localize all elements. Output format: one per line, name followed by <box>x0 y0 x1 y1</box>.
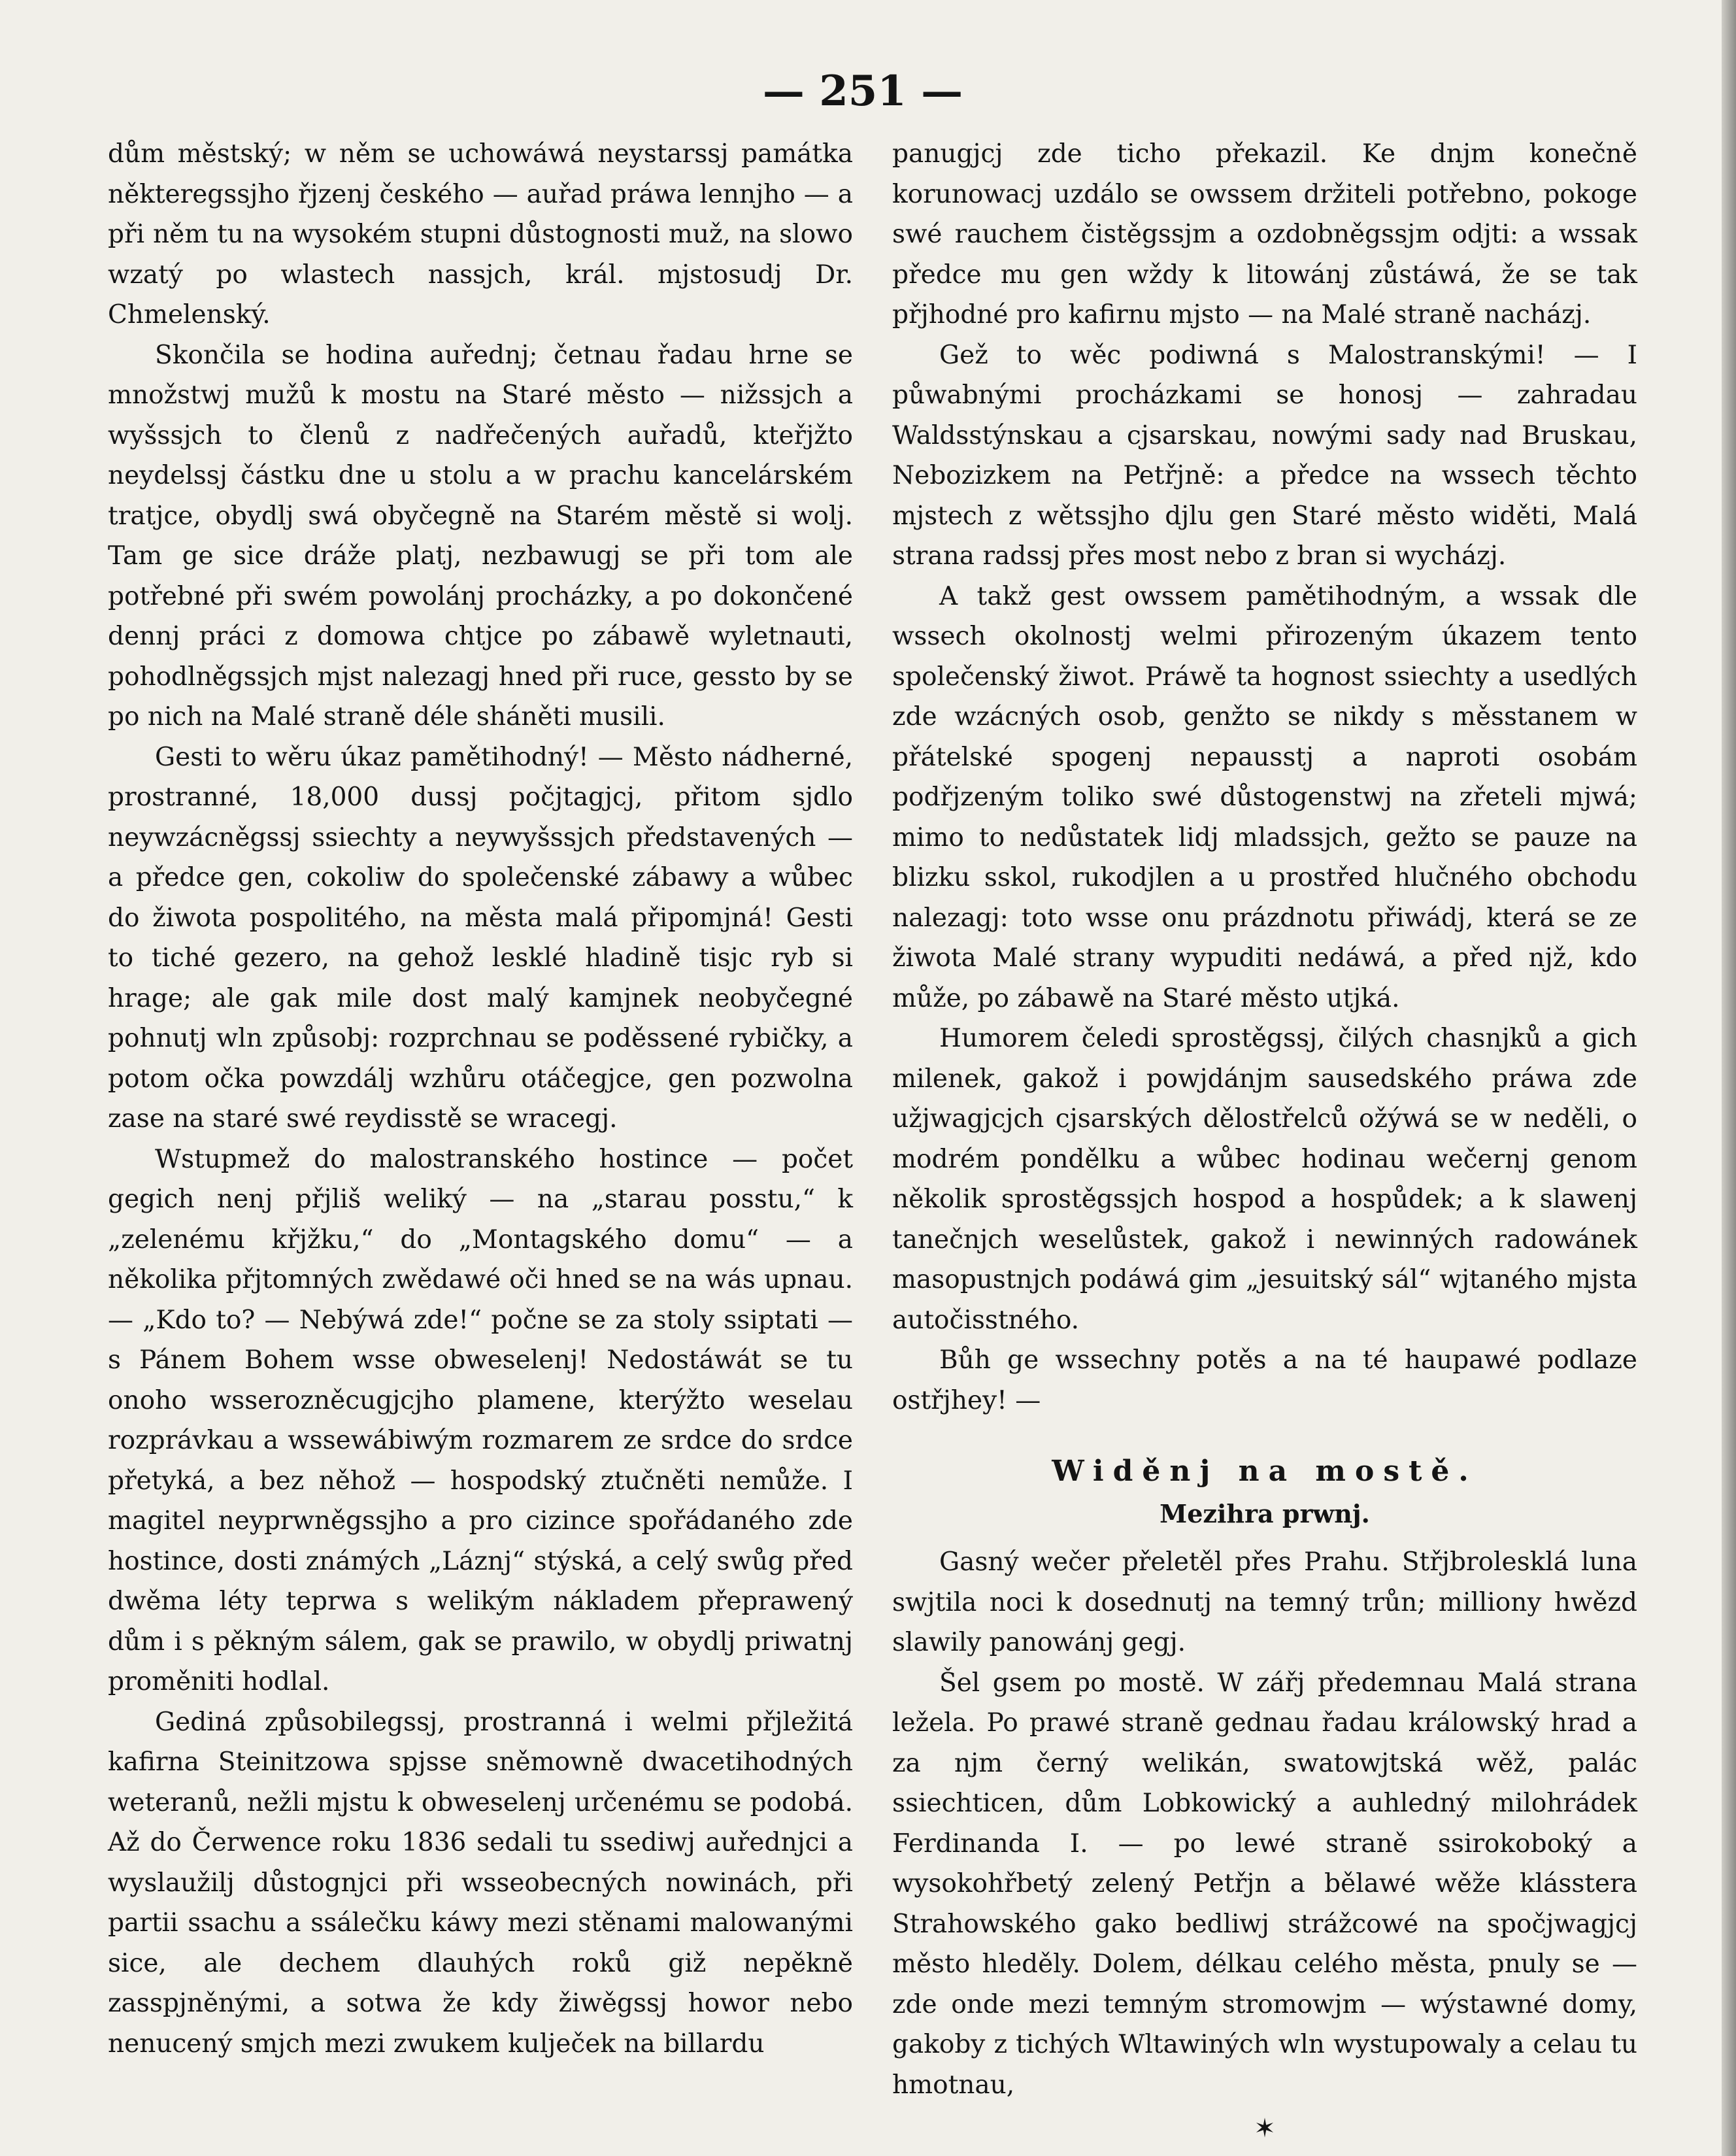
section-subtitle: Mezihra prwnj. <box>1160 1499 1370 1528</box>
paragraph: panugjcj zde ticho překazil. Ke dnjm konečně korunowacj uzdálo se owssem držiteli potřebno, pokoge swé rauchem čistěgssjm a ozdobněgssjm odjti: a wssak předce mu gen wždy k litowánj zůstáwá, že se tak přjhodné pro kafirnu mjsto — na Malé straně nacházj. <box>892 139 1637 329</box>
paragraph: Bůh ge wssechny potěs a na té haupawé podlaze ostřjhey! — <box>892 1345 1637 1415</box>
section-title: Widěnj na mostě. <box>1052 1455 1478 1488</box>
paragraph: Gesti to wěru úkaz pamětihodný! — Město nádherné, prostranné, 18,000 dussj počjtagjcj, přitom sjdlo neywzácněgssj ssiechty a neywyšssjch představených — a předce gen, cokoliw do společenské zábawy a wůbec do žiwota pospolitého, na města malá připomjná! Gesti to tiché gezero, na gehož lesklé hladině tisjc ryb si hrage; ale gak mile dost malý kamjnek neobyčegné pohnutj wln způsobj: rozprchnau se poděssené rybičky, a potom očka powzdálj wzhůru otáčegjce, gen pozwolna zase na staré swé reydisstě se wracegj. <box>108 742 853 1134</box>
paragraph: Wstupmež do malostranského hostince — počet gegich nenj přjliš weliký — na „starau posstu,“ k „zelenému křjžku,“ do „Montagského domu“ — a několika přjtomných zwědawé oči hned se na wás upnau. — „Kdo to? — Nebýwá zde!“ počne se za stoly ssiptati — s Pánem Bohem wsse obweselenj! Nedostáwát se tu onoho wsserozněcugjcjho plamene, kterýžto weselau rozprávkau a wssewábiwým rozmarem ze srdce do srdce přetyká, a bez něhož — hospodský ztučněti nemůže. I magitel neyprwněgssjho a pro cizince spořádaného zde hostince, dosti známých „Láznj“ stýská, a celý swůg před dwěma léty teprwa s welikým nákladem přeprawený dům i s pěkným sálem, gak se prawilo, w obydlj priwatnj proměniti hodlal. <box>108 1144 853 1696</box>
paragraph: Gež to wěc podiwná s Malostranskými! — I půwabnými procházkami se honosj — zahradau Waldsstýnskau a cjsarskau, nowými sady nad Bruskau, Nebozizkem na Petřjně: a předce na wssech těchto mjstech z wětssjho djlu gen Staré město widěti, Malá strana radssj přes most nebo z bran si wycházj. <box>892 340 1637 571</box>
paragraph: Šel gsem po mostě. W zářj předemnau Malá strana ležela. Po prawé straně gednau řadau králowský hrad a za njm černý welikán, swatowjtská wěž, palác ssiechticen, dům Lobkowický a auhledný milohrádek Ferdinanda I. — po lewé straně ssirokoboký a wysokohřbetý zelený Petřjn a bělawé wěže klásstera Strahowského gako bedliwj strážcowé na spočjwagjcj město hleděly. Dolem, délkau celého města, pnuly se — zde onde mezi temným stromowjm — wýstawné domy, gakoby z tichých Wltawiných wln wystupowaly a celau tu hmotnau, <box>892 1668 1637 2100</box>
paragraph: Gediná způsobilegssj, prostranná i welmi přjležitá kafirna Steinitzowa spjsse sněmowně dwacetihodných weteranů, nežli mjstu k obweselenj určenému se podobá. Až do Čerwence roku 1836 sedali tu ssediwj auřednjci a wyslaužilj důstognjci při wsseobecných nowinách, při partii ssachu a ssálečku káwy mezi stěnami malowanými sice, ale dechem dlauhých roků giž nepěkně zasspjněnými, a sotwa že kdy žiwěgssj howor nebo nenucený smjch mezi zwukem kulječek na billardu <box>108 1707 853 2059</box>
right-text-column <box>892 134 1637 2144</box>
paragraph: Gasný wečer přeletěl přes Prahu. Střjbrolesklá luna swjtila noci k dosednutj na temný trůn; milliony hwězd slawily panowánj gegj. <box>892 1547 1637 1657</box>
left-text-column <box>108 134 853 2095</box>
paragraph: dům městský; w něm se uchowáwá neystarssj památka některegssjho řjzenj českého — auřad práwa lennjho — a při něm tu na wysokém stupni důstognosti muž, na slowo wzatý po wlastech nassjch, král. mjstosudj Dr. Chmelenský. <box>108 139 853 329</box>
end-mark-icon: ✶ <box>1254 2114 1276 2144</box>
paragraph: Skončila se hodina auřednj; četnau řadau hrne se množstwj mužů k mostu na Staré město — nižssjch a wyšssjch to členů z nadřečených auřadů, kteřjžto neydelssj částku dne u stolu a w prachu kancelárském tratjce, obydlj swá obyčegně na Starém městě si wolj. Tam ge sice dráže platj, nezbawugj se při tom ale potřebné při swém powolánj procházky, a po dokončené dennj práci z domowa chtjce po zábawě wyletnauti, pohodlněgssjch mjst nalezagj hned při ruce, gessto by se po nich na Malé straně déle sháněti musili. <box>108 340 853 732</box>
page-number: — 251 — <box>762 67 963 116</box>
paragraph: Humorem čeledi sprostěgssj, čilých chasnjků a gich milenek, gakož i powjdánjm sausedského práwa zde užjwagjcjch cjsarských dělostřelců ožýwá se w neděli, o modrém pondělku a wůbec hodinau wečernj genom několik sprostěgssjch hospod a hospůdek; a k slawenj tanečnjch weselůstek, gakož i newinných radowánek masopustnjch podáwá gim „jesuitský sál“ wjtaného mjsta autočisstného. <box>892 1024 1637 1335</box>
paragraph: A takž gest owssem pamětihodným, a wssak dle wssech okolnostj welmi přirozeným úkazem tento společenský žiwot. Práwě ta hognost ssiechty a usedlých zde wzácných osob, genžto se nikdy s měsstanem w přátelské spogenj nepausstj a naproti osobám podřjzeným toliko swé důstogenstwj na zřeteli mjwá; mimo to nedůstatek lidj mladssjch, gežto se pauze na blizku sskol, rukodjlen a u prostřed hlučného obchodu nalezagj: toto wsse onu prázdnotu přiwádj, která se ze žiwota Malé strany wypuditi nedáwá, a před njž, kdo může, po zábawě na Staré město utjká. <box>892 581 1637 1013</box>
scan-edge-shadow <box>1722 0 1736 2156</box>
